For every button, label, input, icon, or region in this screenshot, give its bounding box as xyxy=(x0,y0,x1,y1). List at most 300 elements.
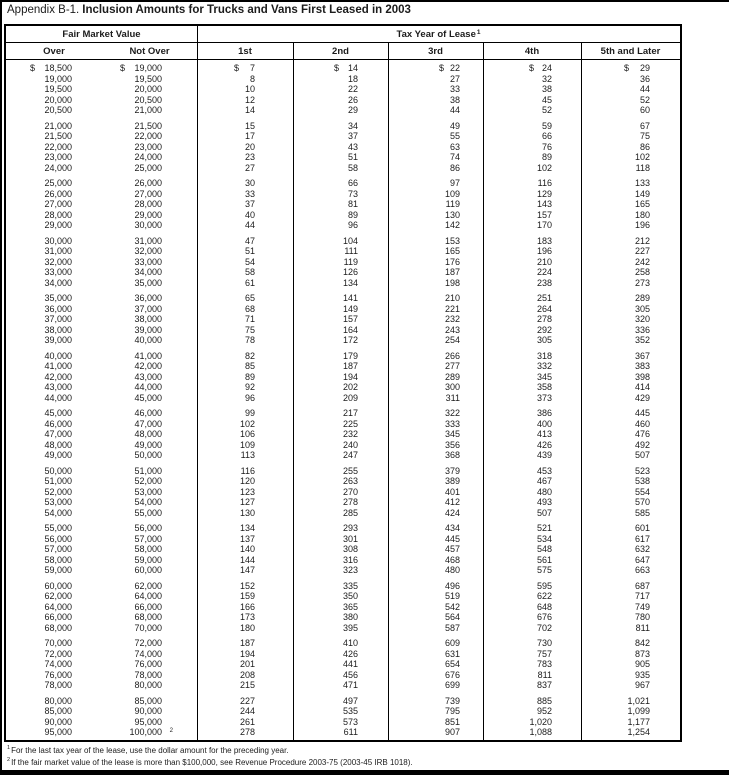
cell-value: 534 xyxy=(536,533,552,544)
cell-value: 36,000 xyxy=(134,293,162,303)
table-cell xyxy=(197,508,293,519)
cell-value: 24 xyxy=(541,63,552,73)
cell-value: 51 xyxy=(244,246,255,256)
cell-value: 165 xyxy=(444,246,460,256)
cell-value: 497 xyxy=(342,695,358,706)
cell-value: 42,000 xyxy=(44,371,72,382)
table-cell xyxy=(388,142,483,153)
column-header-3rd: 3rd xyxy=(428,45,443,57)
table-cell xyxy=(6,267,102,278)
table-cell xyxy=(6,717,102,728)
cell-value: 795 xyxy=(444,706,460,716)
table-cell xyxy=(293,74,388,85)
cell-value: 373 xyxy=(536,392,552,403)
table-cell xyxy=(6,178,102,189)
cell-value: 123 xyxy=(239,486,255,497)
cell-value: 254 xyxy=(444,335,460,345)
cell-value: 15 xyxy=(244,120,255,131)
table-cell xyxy=(483,257,581,268)
cell-value: 570 xyxy=(634,497,650,507)
table-cell xyxy=(197,591,293,602)
table-cell xyxy=(483,476,581,487)
cell-value: 561 xyxy=(536,554,552,565)
cell-value: 445 xyxy=(634,408,650,418)
title-prefix: Appendix B-1. xyxy=(7,4,80,16)
cell-value: 1,099 xyxy=(627,706,650,716)
table-cell xyxy=(293,555,388,566)
cell-value: 85,000 xyxy=(44,706,72,716)
cell-value: 379 xyxy=(444,465,460,476)
cell-value: 38,000 xyxy=(44,324,72,335)
cell-value: 585 xyxy=(634,507,650,518)
cell-value: 264 xyxy=(536,303,552,314)
cell-value: 345 xyxy=(444,429,460,439)
table-cell xyxy=(293,487,388,498)
table-cell xyxy=(293,304,388,315)
table-cell xyxy=(102,680,197,691)
table-cell xyxy=(6,142,102,153)
cell-value: 14 xyxy=(347,63,358,73)
cell-value: 52 xyxy=(639,94,650,105)
table-cell xyxy=(102,199,197,210)
cell-value: 323 xyxy=(342,565,358,575)
cell-value: 116 xyxy=(240,465,255,476)
table-cell xyxy=(483,293,581,304)
table-cell xyxy=(293,508,388,519)
table-cell xyxy=(6,210,102,221)
cell-value: 34,000 xyxy=(44,277,72,288)
cell-value: 263 xyxy=(342,476,358,486)
table-cell xyxy=(102,246,197,257)
table-cell xyxy=(388,508,483,519)
cell-value: 72,000 xyxy=(44,648,72,659)
cell-value: 19,000 xyxy=(134,63,162,73)
cell-value: 48,000 xyxy=(134,429,162,439)
cell-value: 51,000 xyxy=(44,476,72,486)
table-cell xyxy=(483,429,581,440)
table-cell xyxy=(197,706,293,717)
table-cell xyxy=(581,696,680,707)
cell-value: 198 xyxy=(444,277,460,288)
table-cell xyxy=(197,74,293,85)
table-cell xyxy=(102,523,197,534)
cell-value: 350 xyxy=(342,591,358,601)
cell-value: 480 xyxy=(444,565,460,575)
cell-value: 159 xyxy=(239,591,255,601)
table-cell xyxy=(102,189,197,200)
table-cell xyxy=(6,304,102,315)
cell-value: 401 xyxy=(444,486,460,497)
table-cell xyxy=(6,257,102,268)
cell-value: 82 xyxy=(244,350,255,361)
cell-value: 67 xyxy=(639,120,650,131)
cell-value: 51,000 xyxy=(134,465,162,476)
dollar-sign: $ xyxy=(234,63,240,73)
row-group xyxy=(6,523,680,576)
cell-value: 575 xyxy=(536,565,552,575)
table-cell xyxy=(581,257,680,268)
cell-value: 43,000 xyxy=(44,382,72,392)
table-cell xyxy=(483,440,581,451)
cell-value: 17 xyxy=(244,131,255,141)
cell-value: 119 xyxy=(445,199,460,209)
cell-value: 66,000 xyxy=(44,612,72,622)
cell-value: 46,000 xyxy=(44,418,72,429)
table-cell xyxy=(293,565,388,576)
table-cell xyxy=(581,429,680,440)
table-cell xyxy=(388,382,483,393)
table-cell xyxy=(6,131,102,142)
cell-value: 386 xyxy=(536,408,552,418)
table-column-header-row xyxy=(6,43,680,60)
cell-value: 456 xyxy=(342,669,358,680)
cell-value: 414 xyxy=(634,382,650,392)
inclusion-amounts-table xyxy=(4,24,682,742)
cell-value: 507 xyxy=(536,507,552,518)
table-cell xyxy=(293,602,388,613)
table-cell xyxy=(483,267,581,278)
cell-value: 64,000 xyxy=(134,591,162,601)
cell-value: 45,000 xyxy=(134,392,162,403)
table-cell xyxy=(388,293,483,304)
table-cell xyxy=(388,534,483,545)
cell-value: 95,000 xyxy=(44,727,72,737)
cell-value: 47,000 xyxy=(44,429,72,439)
cell-value: 521 xyxy=(536,523,552,533)
cell-value: 137 xyxy=(239,533,255,544)
table-cell xyxy=(483,152,581,163)
cell-value: 194 xyxy=(342,371,358,382)
cell-value: 244 xyxy=(239,706,255,716)
cell-value: 41,000 xyxy=(44,361,72,371)
table-cell xyxy=(197,450,293,461)
cell-value: 85 xyxy=(244,361,255,371)
cell-value: 54 xyxy=(244,256,255,267)
table-cell xyxy=(102,293,197,304)
table-cell xyxy=(581,565,680,576)
table-cell xyxy=(388,638,483,649)
cell-value: 523 xyxy=(634,465,650,476)
cell-value: 19,500 xyxy=(44,84,72,94)
cell-value: 232 xyxy=(342,429,358,439)
table-cell xyxy=(483,121,581,132)
table-cell xyxy=(197,257,293,268)
table-cell xyxy=(197,696,293,707)
dollar-sign: $ xyxy=(334,63,340,73)
table-cell xyxy=(6,649,102,660)
table-cell xyxy=(197,121,293,132)
cell-value: 676 xyxy=(536,612,552,622)
cell-value: 441 xyxy=(342,659,358,669)
cell-value: 109 xyxy=(239,439,255,450)
cell-value: 52,000 xyxy=(44,486,72,497)
cell-value: 143 xyxy=(536,199,552,209)
cell-value: 76 xyxy=(541,141,552,152)
cell-value: 717 xyxy=(634,591,650,601)
table-cell xyxy=(388,581,483,592)
cell-value: 44,000 xyxy=(134,382,162,392)
cell-value: 29,000 xyxy=(134,209,162,220)
cell-value: 426 xyxy=(536,439,552,450)
cell-value: 109 xyxy=(444,188,460,199)
table-cell xyxy=(6,189,102,200)
table-cell xyxy=(483,696,581,707)
row-group xyxy=(6,638,680,691)
cell-value: 209 xyxy=(342,392,358,403)
cell-value: 46,000 xyxy=(134,408,162,418)
table-cell xyxy=(293,476,388,487)
row-group xyxy=(6,178,680,231)
cell-value: 412 xyxy=(444,497,460,507)
table-cell xyxy=(293,638,388,649)
cell-value: 99 xyxy=(244,408,255,418)
cell-value: 32,000 xyxy=(44,256,72,267)
cell-value: 210 xyxy=(444,293,460,303)
table-cell xyxy=(581,372,680,383)
cell-value: 215 xyxy=(239,680,255,690)
cell-value: 24,000 xyxy=(134,152,162,162)
cell-value: 76,000 xyxy=(44,669,72,680)
table-cell xyxy=(483,335,581,346)
table-cell xyxy=(293,278,388,289)
table-cell xyxy=(197,278,293,289)
table-cell xyxy=(197,544,293,555)
cell-value: 266 xyxy=(444,350,460,361)
table-cell xyxy=(197,602,293,613)
cell-value: 49,000 xyxy=(134,439,162,450)
table-cell xyxy=(483,325,581,336)
table-cell xyxy=(483,727,581,738)
table-cell xyxy=(293,220,388,231)
table-cell xyxy=(581,555,680,566)
cell-value: 305 xyxy=(536,335,552,345)
table-cell xyxy=(293,466,388,477)
cell-value: 35,000 xyxy=(44,293,72,303)
cell-value: 187 xyxy=(239,638,255,648)
cell-value: 97 xyxy=(449,178,460,188)
table-cell xyxy=(197,335,293,346)
cell-value: 80,000 xyxy=(134,680,162,690)
table-cell xyxy=(388,565,483,576)
cell-value: 308 xyxy=(342,544,358,554)
table-cell xyxy=(293,408,388,419)
table-cell xyxy=(581,476,680,487)
cell-value: 60 xyxy=(639,105,650,115)
table-cell xyxy=(6,659,102,670)
table-cell xyxy=(293,523,388,534)
table-cell xyxy=(388,450,483,461)
cell-value: 45,000 xyxy=(44,408,72,418)
table-cell xyxy=(293,325,388,336)
cell-value: 210 xyxy=(536,256,552,267)
cell-value: 270 xyxy=(342,486,358,497)
table-cell xyxy=(388,220,483,231)
table-cell xyxy=(102,544,197,555)
table-cell xyxy=(293,84,388,95)
table-cell xyxy=(6,199,102,210)
table-cell xyxy=(388,419,483,430)
cell-value: 89 xyxy=(541,152,552,162)
cell-value: 453 xyxy=(536,465,552,476)
table-cell xyxy=(102,210,197,221)
cell-value: 476 xyxy=(634,429,650,439)
table-cell xyxy=(102,497,197,508)
table-cell xyxy=(483,419,581,430)
table-cell xyxy=(6,236,102,247)
table-cell xyxy=(388,210,483,221)
table-cell xyxy=(197,638,293,649)
table-cell xyxy=(102,717,197,728)
table-cell xyxy=(483,95,581,106)
cell-value: 429 xyxy=(634,392,650,403)
cell-value: 367 xyxy=(634,350,650,361)
table-cell xyxy=(388,393,483,404)
cell-value: 86 xyxy=(639,141,650,152)
cell-value: 53,000 xyxy=(44,497,72,507)
cell-value: 467 xyxy=(536,476,552,486)
table-cell xyxy=(197,361,293,372)
table-cell xyxy=(6,105,102,116)
table-cell xyxy=(388,189,483,200)
table-cell xyxy=(581,581,680,592)
table-cell xyxy=(197,199,293,210)
table-cell xyxy=(293,361,388,372)
cell-value: 631 xyxy=(444,648,460,659)
footnotes xyxy=(7,745,413,769)
table-cell xyxy=(6,419,102,430)
cell-value: 389 xyxy=(444,476,460,486)
table-cell xyxy=(581,210,680,221)
cell-value: 783 xyxy=(536,659,552,669)
cell-value: 647 xyxy=(634,554,650,565)
table-cell xyxy=(581,236,680,247)
table-cell xyxy=(581,131,680,142)
table-cell xyxy=(197,84,293,95)
table-cell xyxy=(6,278,102,289)
cell-value: 383 xyxy=(634,361,650,371)
dollar-sign: $ xyxy=(624,63,630,73)
table-cell xyxy=(388,706,483,717)
table-cell xyxy=(293,623,388,634)
column-header-not-over: Not Over xyxy=(129,45,170,57)
table-cell xyxy=(483,393,581,404)
cell-value: 595 xyxy=(536,580,552,591)
cell-value: 208 xyxy=(239,669,255,680)
table-cell xyxy=(6,335,102,346)
group-header-tax-year-of-lease: Tax Year of Lease $^1$ xyxy=(396,28,481,40)
table-cell xyxy=(293,293,388,304)
cell-value: 40 xyxy=(244,209,255,220)
cell-value: 22 xyxy=(347,84,358,94)
cell-value: 242 xyxy=(634,256,650,267)
table-cell xyxy=(483,717,581,728)
table-cell xyxy=(102,163,197,174)
table-cell xyxy=(581,220,680,231)
cell-value: 36,000 xyxy=(44,303,72,314)
cell-value: 301 xyxy=(342,533,358,544)
cell-value: 56,000 xyxy=(134,523,162,533)
cell-value: 180 xyxy=(634,209,650,220)
cell-value: 676 xyxy=(444,669,460,680)
cell-value: 61 xyxy=(244,277,255,288)
table-cell xyxy=(102,267,197,278)
table-cell xyxy=(6,372,102,383)
cell-value: 196 xyxy=(634,220,650,230)
cell-value: 42,000 xyxy=(134,361,162,371)
cell-value: 410 xyxy=(342,638,358,648)
table-cell xyxy=(388,351,483,362)
table-cell xyxy=(581,523,680,534)
table-cell xyxy=(581,393,680,404)
table-cell xyxy=(581,544,680,555)
cell-value: 413 xyxy=(536,429,552,439)
table-cell xyxy=(388,623,483,634)
cell-value: 493 xyxy=(536,497,552,507)
table-cell xyxy=(483,199,581,210)
cell-value: 217 xyxy=(342,408,358,418)
cell-value: 58,000 xyxy=(134,544,162,554)
table-cell xyxy=(197,534,293,545)
table-cell xyxy=(6,121,102,132)
cell-value: 14 xyxy=(244,105,255,115)
table-cell xyxy=(102,555,197,566)
cell-value: 58 xyxy=(244,267,255,277)
table-cell xyxy=(102,429,197,440)
table-cell xyxy=(197,523,293,534)
cell-value: 130 xyxy=(239,507,255,518)
column-header-over: Over xyxy=(43,45,65,57)
cell-value: 345 xyxy=(536,371,552,382)
table-cell xyxy=(581,163,680,174)
cell-value: 187 xyxy=(342,361,358,371)
cell-value: 152 xyxy=(239,580,255,591)
cell-value: 68,000 xyxy=(134,612,162,622)
cell-value: 70,000 xyxy=(44,638,72,648)
cell-value: 26,000 xyxy=(44,188,72,199)
cell-value: 240 xyxy=(342,439,358,450)
cell-value: 54,000 xyxy=(134,497,162,507)
table-cell xyxy=(293,372,388,383)
table-cell xyxy=(483,466,581,477)
table-cell xyxy=(102,696,197,707)
table-cell xyxy=(581,199,680,210)
column-header-5th-and-later: 5th and Later xyxy=(600,45,661,57)
table-cell xyxy=(6,429,102,440)
cell-value: 538 xyxy=(634,476,650,486)
table-cell xyxy=(102,257,197,268)
column-header-1st: 1st xyxy=(238,45,252,57)
table-cell xyxy=(293,393,388,404)
table-cell xyxy=(6,680,102,691)
table-cell xyxy=(197,382,293,393)
table-cell xyxy=(102,466,197,477)
row-group xyxy=(6,696,680,738)
table-cell xyxy=(197,419,293,430)
cell-value: 96 xyxy=(244,392,255,403)
table-cell xyxy=(388,523,483,534)
table-cell xyxy=(581,189,680,200)
table-cell xyxy=(197,393,293,404)
table-cell xyxy=(388,325,483,336)
cell-value: 25,000 xyxy=(134,162,162,173)
table-cell xyxy=(483,497,581,508)
cell-value: 51 xyxy=(347,152,358,162)
cell-value: 41,000 xyxy=(134,350,162,361)
cell-value: 164 xyxy=(342,324,358,335)
table-cell xyxy=(483,680,581,691)
cell-value: 699 xyxy=(444,680,460,690)
cell-value: 548 xyxy=(536,544,552,554)
